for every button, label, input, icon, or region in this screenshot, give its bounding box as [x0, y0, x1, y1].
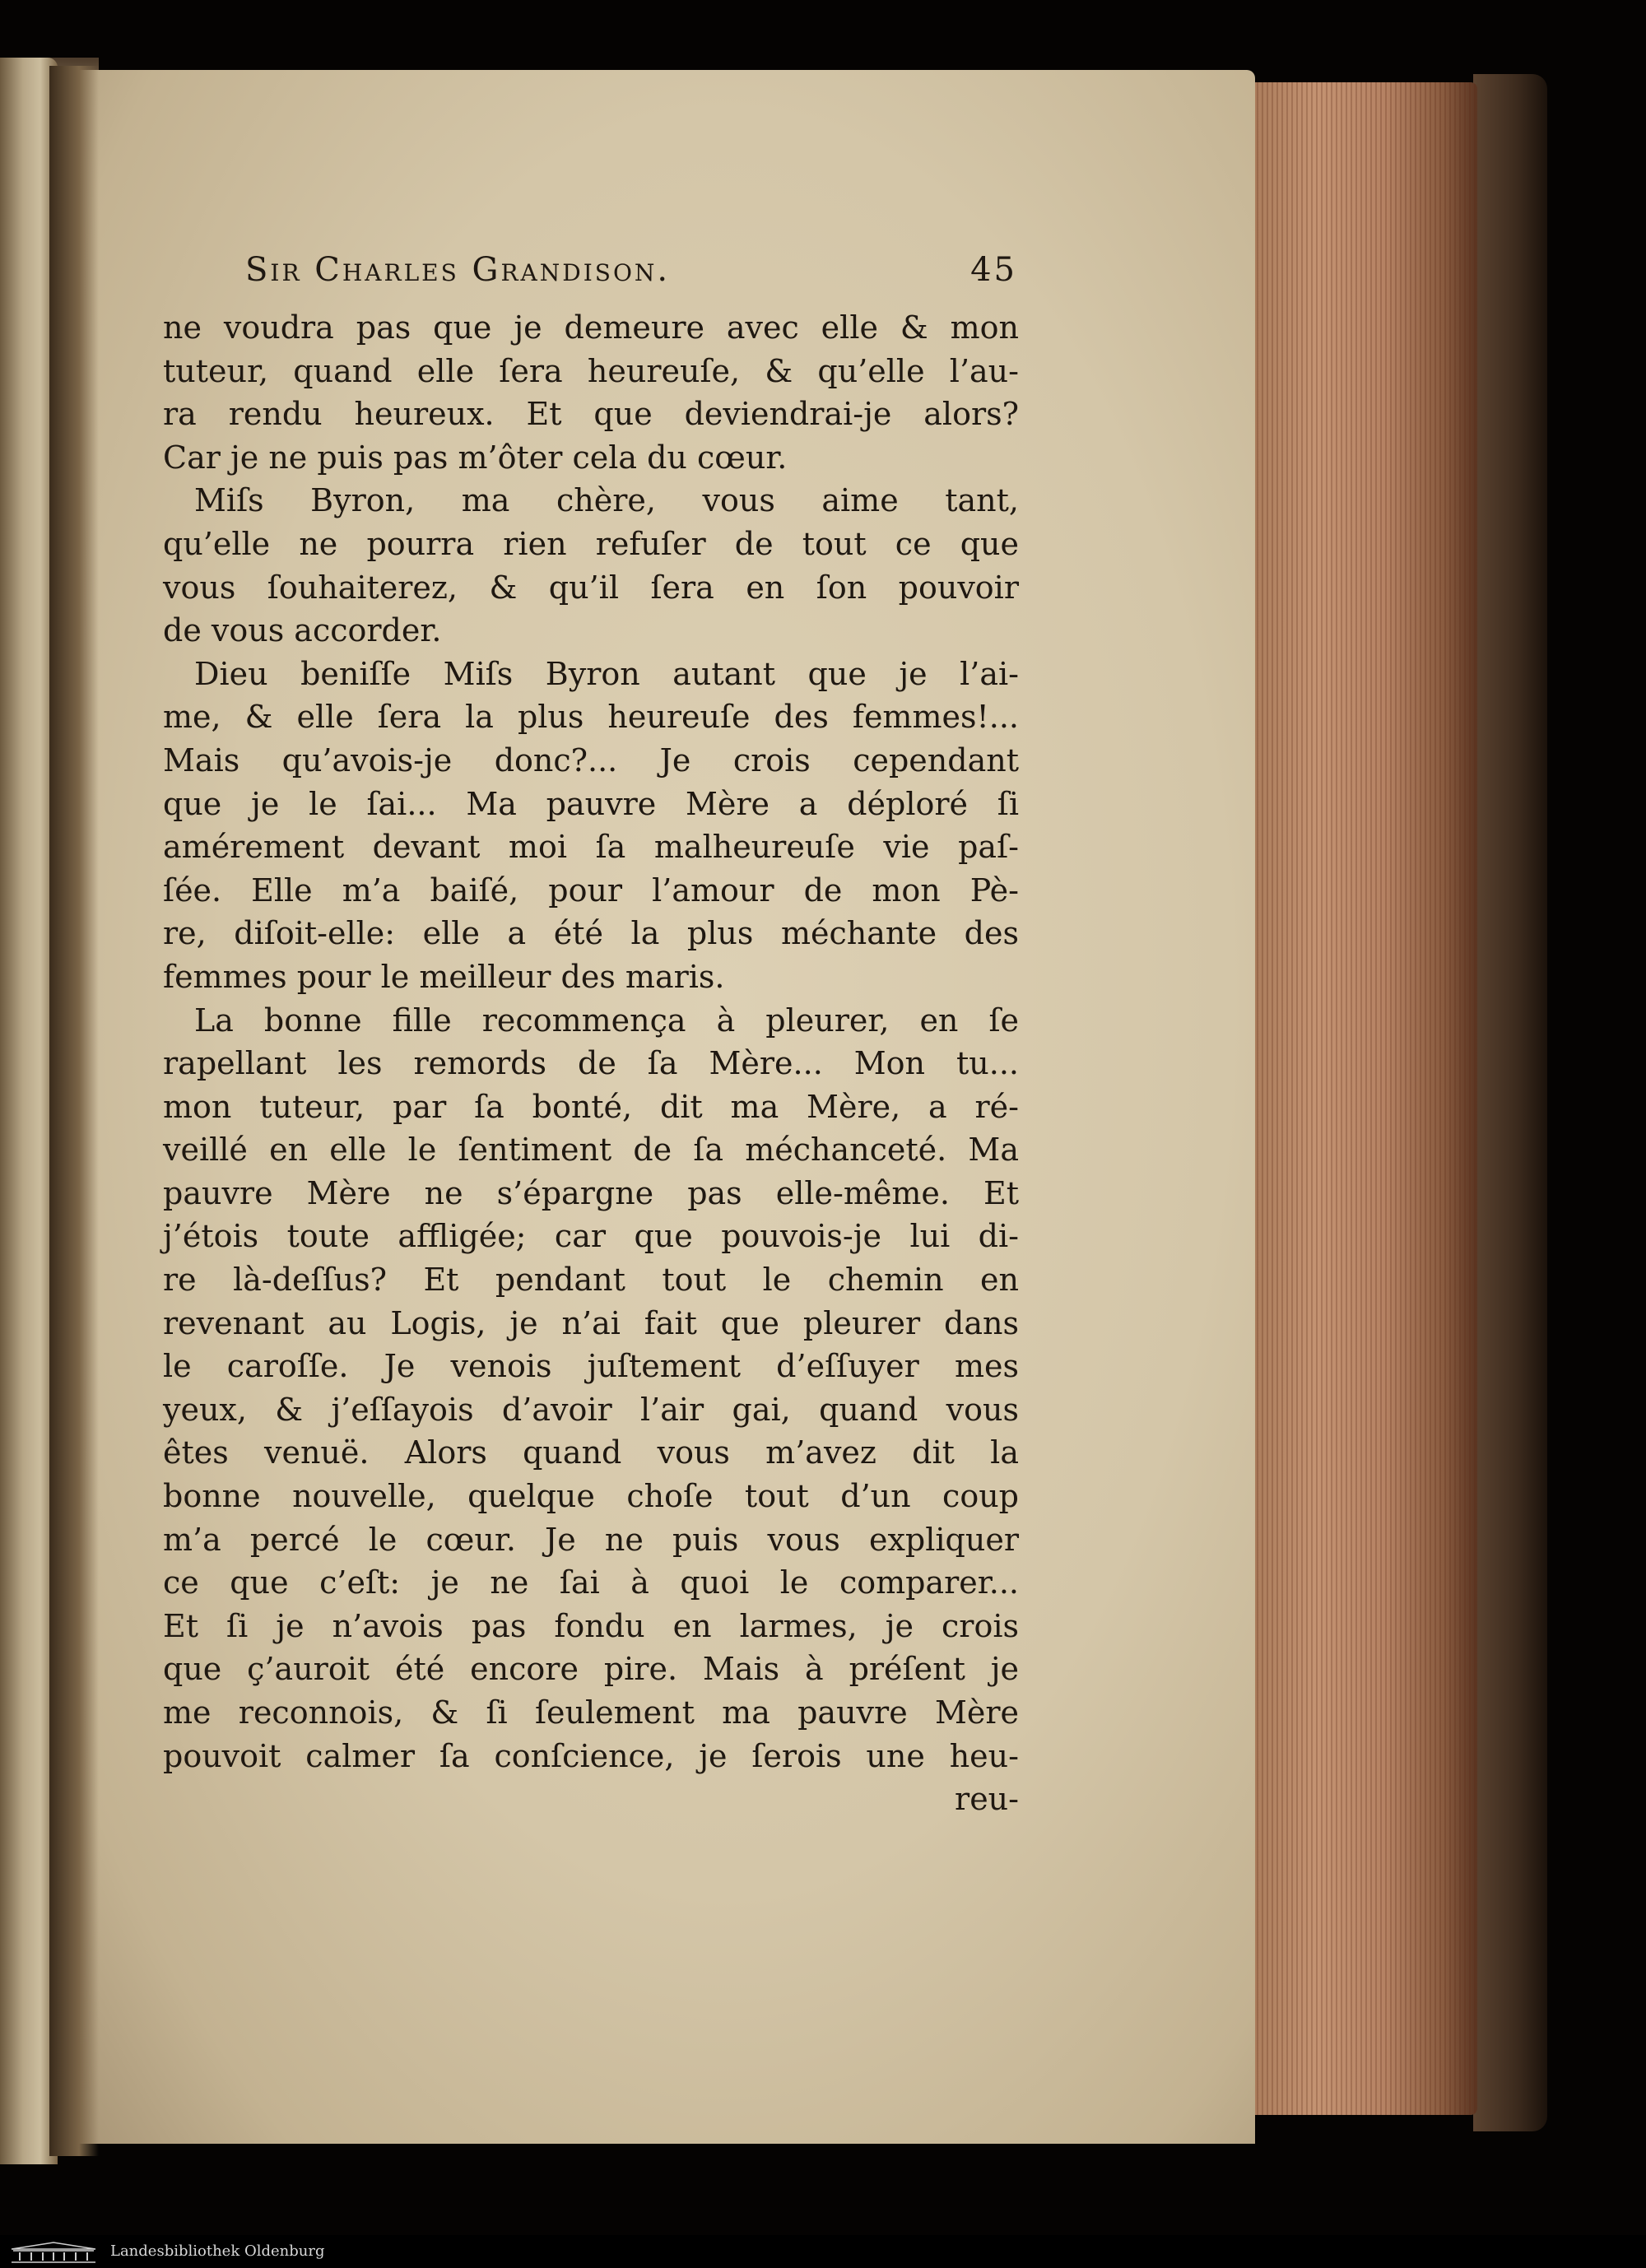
- page-number: 45: [970, 251, 1017, 289]
- catchword: reu-: [955, 1781, 1019, 1818]
- text-line: ce que c’eſt: je ne ſai à quoi le comparer...: [163, 1564, 1019, 1601]
- text-line: Mais qu’avois-je donc?... Je crois cependant: [163, 741, 1019, 778]
- running-head: [163, 249, 1019, 298]
- text-line: La bonne fille recommença à pleurer, en ſe: [194, 1002, 1019, 1039]
- text-line: me reconnois, & ſi ſeulement ma pauvre Mère: [163, 1694, 1019, 1731]
- text-line: Miſs Byron, ma chère, vous aime tant,: [194, 482, 1019, 519]
- text-line: de vous accorder.: [163, 612, 442, 649]
- text-line: Dieu beniſſe Miſs Byron autant que je l’ai-: [194, 655, 1019, 692]
- text-line: yeux, & j’eſſayois d’avoir l’air gai, quand vous: [163, 1391, 1019, 1428]
- text-line: vous ſouhaiterez, & qu’il ſera en ſon pouvoir: [163, 569, 1019, 606]
- text-line: êtes venuë. Alors quand vous m’avez dit la: [163, 1434, 1019, 1471]
- text-line: ſée. Elle m’a baiſé, pour l’amour de mon Pè-: [163, 871, 1019, 909]
- text-line: bonne nouvelle, quelque choſe tout d’un coup: [163, 1478, 1019, 1515]
- text-line: ne voudra pas que je demeure avec elle & mon: [163, 309, 1019, 346]
- text-line: me, & elle ſera la plus heureuſe des femmes!...: [163, 699, 1019, 736]
- text-line: que ç’auroit été encore pire. Mais à préſent je: [163, 1651, 1019, 1688]
- text-line: le caroſſe. Je venois juſtement d’eſſuyer mes: [163, 1348, 1019, 1385]
- text-line: mon tuteur, par ſa bonté, dit ma Mère, a ré-: [163, 1088, 1019, 1125]
- text-line: rapellant les remords de ſa Mère... Mon tu...: [163, 1045, 1019, 1082]
- book-cover-edge: [1473, 74, 1547, 2131]
- text-line: pouvoit calmer ſa conſcience, je ſerois une heu-: [163, 1737, 1019, 1774]
- library-name: Landesbibliothek Oldenburg: [110, 2242, 325, 2260]
- text-line: Car je ne puis pas m’ôter cela du cœur.: [163, 439, 788, 476]
- running-title: Sir Charles Grandison.: [245, 251, 671, 289]
- footer-bar: [0, 2235, 1646, 2268]
- page-text-block: [163, 249, 1019, 1821]
- text-line: qu’elle ne pourra rien refuſer de tout ce que: [163, 525, 1019, 562]
- page-block-fore-edge: [1247, 82, 1477, 2115]
- text-line: amérement devant moi ſa malheureuſe vie paſ-: [163, 829, 1019, 866]
- text-line: que je le ſai... Ma pauvre Mère a déploré ſi: [163, 785, 1019, 822]
- text-line: pauvre Mère ne s’épargne pas elle-même. Et: [163, 1174, 1019, 1211]
- text-line: Et ſi je n’avois pas fondu en larmes, je crois: [163, 1607, 1019, 1644]
- text-line: femmes pour le meilleur des maris.: [163, 958, 725, 995]
- text-line: revenant au Logis, je n’ai fait que pleurer dans: [163, 1304, 1019, 1341]
- text-line: j’étois toute affligée; car que pouvois-je lui di-: [163, 1218, 1019, 1255]
- text-line: veillé en elle le ſentiment de ſa méchanceté. Ma: [163, 1132, 1019, 1169]
- text-line: m’a percé le cœur. Je ne puis vous expliquer: [163, 1521, 1019, 1558]
- library-building-icon: [8, 2242, 99, 2263]
- text-line: re, diſoit-elle: elle a été la plus méchante des: [163, 915, 1019, 952]
- text-line: ra rendu heureux. Et que deviendrai-je alors?: [163, 396, 1019, 433]
- gutter-shadow: [49, 66, 99, 2156]
- text-line: re là-deſſus? Et pendant tout le chemin en: [163, 1262, 1019, 1299]
- text-line: tuteur, quand elle ſera heureuſe, & qu’elle l’au-: [163, 352, 1019, 389]
